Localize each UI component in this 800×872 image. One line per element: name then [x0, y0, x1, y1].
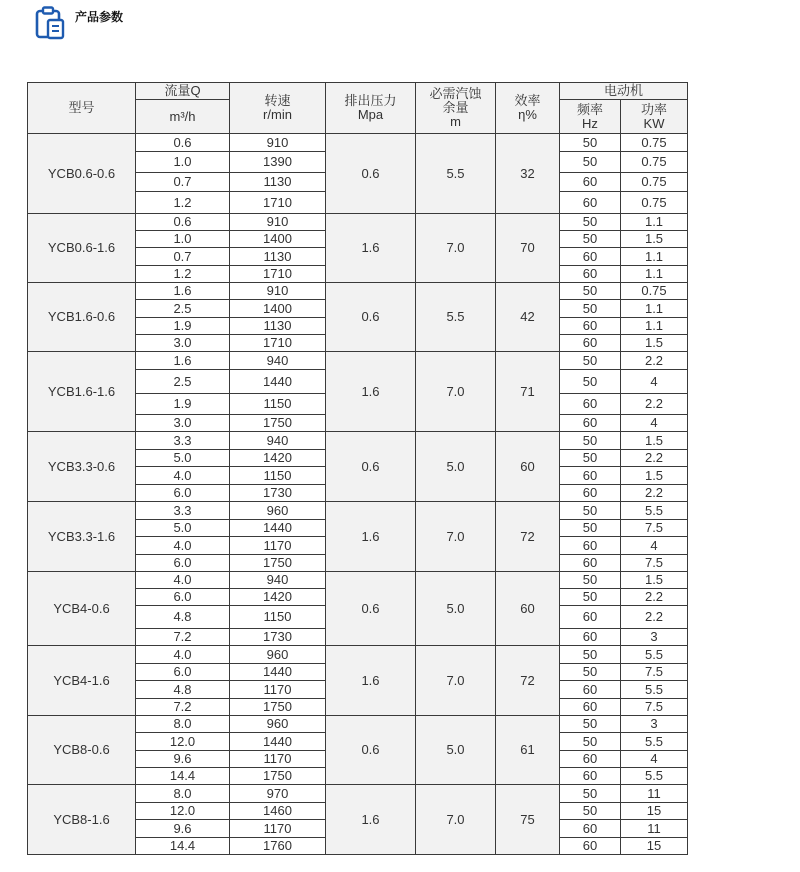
frequency-cell: 60	[560, 318, 621, 335]
flow-cell: 14.4	[136, 838, 230, 855]
speed-cell: 1460	[230, 803, 326, 820]
frequency-cell: 50	[560, 134, 621, 152]
speed-cell: 1710	[230, 192, 326, 214]
flow-cell: 4.8	[136, 681, 230, 699]
frequency-cell: 50	[560, 785, 621, 803]
speed-cell: 1760	[230, 838, 326, 855]
pressure-cell: 1.6	[326, 785, 416, 855]
flow-cell: 0.7	[136, 173, 230, 192]
flow-cell: 4.0	[136, 537, 230, 555]
flow-cell: 2.5	[136, 300, 230, 318]
pressure-cell: 0.6	[326, 432, 416, 502]
frequency-cell: 60	[560, 394, 621, 415]
power-cell: 0.75	[621, 192, 688, 214]
npsh-cell: 7.0	[416, 214, 496, 283]
speed-cell: 960	[230, 646, 326, 664]
frequency-cell: 60	[560, 192, 621, 214]
power-cell: 15	[621, 838, 688, 855]
npsh-cell: 7.0	[416, 785, 496, 855]
frequency-cell: 60	[560, 751, 621, 768]
power-cell: 15	[621, 803, 688, 820]
speed-cell: 1750	[230, 415, 326, 432]
npsh-cell: 5.5	[416, 134, 496, 214]
flow-cell: 4.8	[136, 606, 230, 629]
model-cell: YCB4-0.6	[28, 572, 136, 646]
col-power: 功率 KW	[621, 100, 688, 134]
speed-cell: 940	[230, 432, 326, 450]
flow-cell: 3.3	[136, 502, 230, 520]
col-efficiency: 效率 η%	[496, 83, 560, 134]
efficiency-cell: 72	[496, 646, 560, 716]
col-frequency: 频率 Hz	[560, 100, 621, 134]
frequency-cell: 60	[560, 838, 621, 855]
npsh-cell: 7.0	[416, 502, 496, 572]
npsh-cell: 5.0	[416, 572, 496, 646]
table-row	[28, 785, 688, 803]
table-row	[28, 352, 688, 370]
frequency-cell: 60	[560, 173, 621, 192]
power-cell: 3	[621, 629, 688, 646]
frequency-cell: 60	[560, 415, 621, 432]
frequency-cell: 50	[560, 646, 621, 664]
frequency-cell: 50	[560, 214, 621, 231]
col-motor: 电动机	[560, 83, 688, 100]
flow-cell: 12.0	[136, 733, 230, 751]
power-cell: 4	[621, 370, 688, 394]
npsh-cell: 5.5	[416, 283, 496, 352]
table-row	[28, 646, 688, 664]
clipboard-icon	[34, 5, 68, 41]
flow-cell: 9.6	[136, 820, 230, 838]
table-body	[28, 134, 688, 855]
table-row	[28, 572, 688, 589]
table-row	[28, 283, 688, 300]
power-cell: 7.5	[621, 699, 688, 716]
col-npsh: 必需汽蚀 余量 m	[416, 83, 496, 134]
speed-cell: 1420	[230, 589, 326, 606]
frequency-cell: 50	[560, 502, 621, 520]
frequency-cell: 50	[560, 352, 621, 370]
power-cell: 5.5	[621, 681, 688, 699]
flow-cell: 3.0	[136, 335, 230, 352]
npsh-cell: 7.0	[416, 646, 496, 716]
power-cell: 1.1	[621, 318, 688, 335]
power-cell: 0.75	[621, 173, 688, 192]
frequency-cell: 50	[560, 520, 621, 537]
speed-cell: 1420	[230, 450, 326, 467]
model-cell: YCB8-0.6	[28, 716, 136, 785]
speed-cell: 960	[230, 502, 326, 520]
flow-cell: 12.0	[136, 803, 230, 820]
power-cell: 11	[621, 785, 688, 803]
frequency-cell: 60	[560, 555, 621, 572]
flow-cell: 8.0	[136, 716, 230, 733]
flow-cell: 1.6	[136, 283, 230, 300]
flow-cell: 6.0	[136, 664, 230, 681]
flow-cell: 7.2	[136, 699, 230, 716]
speed-cell: 1730	[230, 629, 326, 646]
flow-cell: 0.6	[136, 134, 230, 152]
flow-cell: 6.0	[136, 485, 230, 502]
pressure-cell: 1.6	[326, 352, 416, 432]
frequency-cell: 60	[560, 681, 621, 699]
efficiency-cell: 32	[496, 134, 560, 214]
col-speed: 转速 r/min	[230, 83, 326, 134]
frequency-cell: 50	[560, 572, 621, 589]
power-cell: 0.75	[621, 152, 688, 173]
speed-cell: 1170	[230, 537, 326, 555]
flow-cell: 8.0	[136, 785, 230, 803]
frequency-cell: 60	[560, 485, 621, 502]
power-cell: 5.5	[621, 646, 688, 664]
power-cell: 4	[621, 751, 688, 768]
speed-cell: 910	[230, 134, 326, 152]
model-cell: YCB8-1.6	[28, 785, 136, 855]
frequency-cell: 50	[560, 589, 621, 606]
power-cell: 4	[621, 537, 688, 555]
speed-cell: 1750	[230, 768, 326, 785]
speed-cell: 1750	[230, 699, 326, 716]
npsh-cell: 5.0	[416, 716, 496, 785]
power-cell: 2.2	[621, 352, 688, 370]
efficiency-cell: 60	[496, 432, 560, 502]
page-title: 产品参数	[75, 10, 124, 24]
frequency-cell: 50	[560, 432, 621, 450]
speed-cell: 970	[230, 785, 326, 803]
pressure-cell: 0.6	[326, 716, 416, 785]
frequency-cell: 50	[560, 664, 621, 681]
flow-cell: 3.3	[136, 432, 230, 450]
spec-table	[27, 82, 688, 855]
speed-cell: 1150	[230, 394, 326, 415]
speed-cell: 1710	[230, 266, 326, 283]
speed-cell: 1150	[230, 606, 326, 629]
speed-cell: 940	[230, 572, 326, 589]
table-row	[28, 134, 688, 152]
power-cell: 1.5	[621, 335, 688, 352]
col-flow-unit: m³/h	[136, 100, 230, 134]
power-cell: 0.75	[621, 283, 688, 300]
flow-cell: 5.0	[136, 520, 230, 537]
flow-cell: 7.2	[136, 629, 230, 646]
pressure-cell: 0.6	[326, 134, 416, 214]
flow-cell: 14.4	[136, 768, 230, 785]
speed-cell: 1390	[230, 152, 326, 173]
power-cell: 1.1	[621, 266, 688, 283]
table-row	[28, 716, 688, 733]
flow-cell: 6.0	[136, 555, 230, 572]
frequency-cell: 50	[560, 733, 621, 751]
speed-cell: 1730	[230, 485, 326, 502]
frequency-cell: 60	[560, 629, 621, 646]
speed-cell: 1710	[230, 335, 326, 352]
speed-cell: 1130	[230, 173, 326, 192]
table-header	[28, 83, 688, 134]
speed-cell: 1400	[230, 300, 326, 318]
flow-cell: 3.0	[136, 415, 230, 432]
table-row	[28, 502, 688, 520]
power-cell: 2.2	[621, 394, 688, 415]
efficiency-cell: 60	[496, 572, 560, 646]
frequency-cell: 60	[560, 537, 621, 555]
frequency-cell: 50	[560, 283, 621, 300]
frequency-cell: 50	[560, 370, 621, 394]
frequency-cell: 60	[560, 820, 621, 838]
power-cell: 3	[621, 716, 688, 733]
flow-cell: 6.0	[136, 589, 230, 606]
model-cell: YCB0.6-0.6	[28, 134, 136, 214]
table-row	[28, 432, 688, 450]
power-cell: 1.5	[621, 467, 688, 485]
power-cell: 2.2	[621, 485, 688, 502]
power-cell: 2.2	[621, 606, 688, 629]
frequency-cell: 60	[560, 699, 621, 716]
pressure-cell: 1.6	[326, 646, 416, 716]
flow-cell: 0.7	[136, 248, 230, 266]
frequency-cell: 60	[560, 768, 621, 785]
flow-cell: 1.0	[136, 152, 230, 173]
npsh-cell: 5.0	[416, 432, 496, 502]
power-cell: 7.5	[621, 664, 688, 681]
power-cell: 7.5	[621, 520, 688, 537]
pressure-cell: 0.6	[326, 283, 416, 352]
frequency-cell: 50	[560, 803, 621, 820]
power-cell: 4	[621, 415, 688, 432]
model-cell: YCB1.6-1.6	[28, 352, 136, 432]
speed-cell: 910	[230, 283, 326, 300]
power-cell: 2.2	[621, 450, 688, 467]
flow-cell: 1.0	[136, 231, 230, 248]
pressure-cell: 1.6	[326, 502, 416, 572]
frequency-cell: 50	[560, 152, 621, 173]
power-cell: 0.75	[621, 134, 688, 152]
model-cell: YCB1.6-0.6	[28, 283, 136, 352]
model-cell: YCB3.3-1.6	[28, 502, 136, 572]
flow-cell: 4.0	[136, 467, 230, 485]
speed-cell: 960	[230, 716, 326, 733]
speed-cell: 1130	[230, 248, 326, 266]
speed-cell: 1170	[230, 681, 326, 699]
speed-cell: 1750	[230, 555, 326, 572]
flow-cell: 5.0	[136, 450, 230, 467]
efficiency-cell: 42	[496, 283, 560, 352]
pressure-cell: 0.6	[326, 572, 416, 646]
power-cell: 1.1	[621, 248, 688, 266]
power-cell: 1.5	[621, 231, 688, 248]
frequency-cell: 60	[560, 335, 621, 352]
frequency-cell: 60	[560, 467, 621, 485]
power-cell: 1.1	[621, 300, 688, 318]
speed-cell: 940	[230, 352, 326, 370]
flow-cell: 1.6	[136, 352, 230, 370]
power-cell: 1.5	[621, 432, 688, 450]
flow-cell: 1.9	[136, 394, 230, 415]
power-cell: 5.5	[621, 768, 688, 785]
efficiency-cell: 70	[496, 214, 560, 283]
flow-cell: 9.6	[136, 751, 230, 768]
pressure-cell: 1.6	[326, 214, 416, 283]
speed-cell: 1440	[230, 664, 326, 681]
flow-cell: 1.2	[136, 192, 230, 214]
flow-cell: 4.0	[136, 646, 230, 664]
frequency-cell: 50	[560, 716, 621, 733]
efficiency-cell: 75	[496, 785, 560, 855]
power-cell: 1.1	[621, 214, 688, 231]
model-cell: YCB4-1.6	[28, 646, 136, 716]
power-cell: 7.5	[621, 555, 688, 572]
frequency-cell: 50	[560, 300, 621, 318]
col-pressure: 排出压力 Mpa	[326, 83, 416, 134]
frequency-cell: 50	[560, 450, 621, 467]
speed-cell: 1170	[230, 820, 326, 838]
frequency-cell: 60	[560, 606, 621, 629]
flow-cell: 1.9	[136, 318, 230, 335]
speed-cell: 1440	[230, 370, 326, 394]
flow-cell: 4.0	[136, 572, 230, 589]
speed-cell: 910	[230, 214, 326, 231]
npsh-cell: 7.0	[416, 352, 496, 432]
flow-cell: 2.5	[136, 370, 230, 394]
speed-cell: 1400	[230, 231, 326, 248]
power-cell: 1.5	[621, 572, 688, 589]
power-cell: 5.5	[621, 733, 688, 751]
col-model: 型号	[28, 83, 136, 134]
efficiency-cell: 71	[496, 352, 560, 432]
speed-cell: 1440	[230, 520, 326, 537]
speed-cell: 1130	[230, 318, 326, 335]
model-cell: YCB3.3-0.6	[28, 432, 136, 502]
speed-cell: 1170	[230, 751, 326, 768]
model-cell: YCB0.6-1.6	[28, 214, 136, 283]
speed-cell: 1440	[230, 733, 326, 751]
speed-cell: 1150	[230, 467, 326, 485]
efficiency-cell: 72	[496, 502, 560, 572]
table-row	[28, 214, 688, 231]
power-cell: 5.5	[621, 502, 688, 520]
power-cell: 11	[621, 820, 688, 838]
flow-cell: 0.6	[136, 214, 230, 231]
flow-cell: 1.2	[136, 266, 230, 283]
frequency-cell: 60	[560, 248, 621, 266]
efficiency-cell: 61	[496, 716, 560, 785]
frequency-cell: 60	[560, 266, 621, 283]
power-cell: 2.2	[621, 589, 688, 606]
col-flow: 流量Q	[136, 83, 230, 100]
frequency-cell: 50	[560, 231, 621, 248]
